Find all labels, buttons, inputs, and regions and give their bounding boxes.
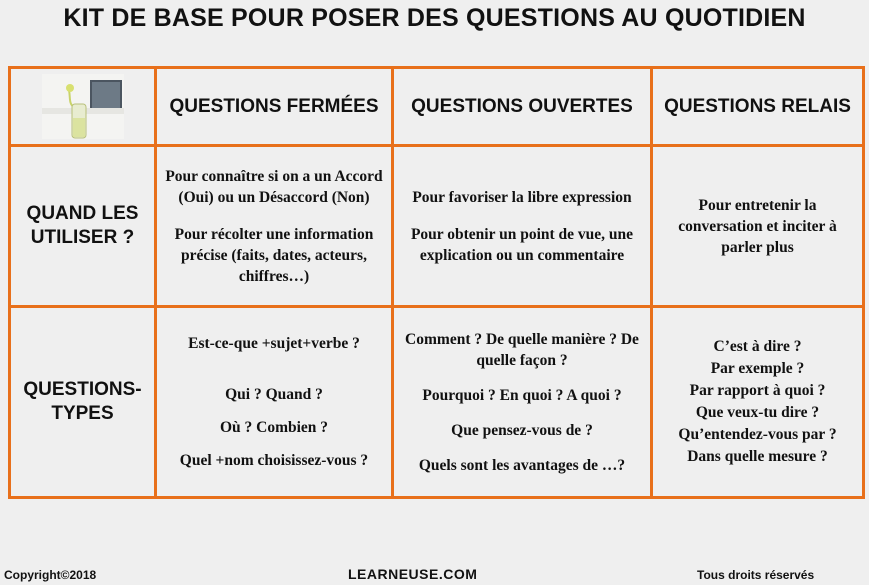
cell-text: Est-ce-que +sujet+verbe ?	[188, 335, 360, 352]
row-header-types-label: QUESTIONS-TYPES	[23, 379, 142, 424]
cell-types-relais	[652, 307, 864, 498]
cell-text: Que pensez-vous de ?	[451, 421, 593, 439]
cell-text: Qu’entendez-vous par ?	[678, 426, 837, 443]
cell-text: Comment ? De quelle manière ? De quelle façon ?	[405, 330, 639, 369]
desk-lamp-image	[42, 74, 124, 139]
cell-text: Pour favoriser la libre expression	[412, 188, 632, 206]
questions-table	[8, 66, 865, 499]
col-header-ouvertes: QUESTIONS OUVERTES	[393, 68, 652, 146]
cell-types-ouvertes	[393, 307, 652, 498]
cell-text: Pour obtenir un point de vue, une explication ou un commentaire	[410, 225, 634, 264]
row-quand	[10, 146, 864, 307]
row-header-types	[10, 307, 156, 498]
page-title: KIT DE BASE POUR POSER DES QUESTIONS AU QUOTIDIEN	[63, 4, 806, 32]
cell-text: Où ? Combien ?	[219, 419, 329, 436]
row-header-quand-label: QUAND LES UTILISER ?	[26, 203, 139, 248]
cell-types-fermees	[156, 307, 393, 498]
cell-quand-ouvertes	[393, 146, 652, 307]
cell-text: Dans quelle mesure ?	[687, 448, 828, 465]
row-header-quand	[10, 146, 156, 307]
footer-site: LEARNEUSE.COM	[348, 566, 478, 582]
col-header-relais: QUESTIONS RELAIS	[652, 68, 864, 146]
cell-text: Que veux-tu dire ?	[695, 404, 820, 421]
cell-text: Pour connaître si on a un Accord (Oui) ou un Désaccord (Non)	[165, 167, 383, 206]
cell-text: Quel +nom choisissez-vous ?	[179, 452, 369, 469]
cell-quand-fermees	[156, 146, 393, 307]
cell-text: Pourquoi ? En quoi ? A quoi ?	[422, 386, 622, 404]
cell-text: Par exemple ?	[710, 360, 805, 377]
row-questions-types	[10, 307, 864, 498]
col-header-fermees: QUESTIONS FERMÉES	[156, 68, 393, 146]
footer-rights: Tous droits réservés	[697, 568, 815, 582]
cell-text: Pour récolter une information précise (faits, dates, acteurs, chiffres…)	[174, 225, 374, 285]
corner-image-cell	[10, 68, 156, 146]
cell-text: Pour entretenir la conversation et inciter à parler plus	[678, 196, 837, 256]
footer-copyright: Copyright©2018	[4, 568, 97, 582]
cell-text: C’est à dire ?	[713, 338, 802, 355]
cell-text: Par rapport à quoi ?	[689, 382, 826, 399]
cell-text: Quels sont les avantages de …?	[418, 456, 626, 474]
cell-quand-relais	[652, 146, 864, 307]
cell-text: Qui ? Quand ?	[225, 386, 323, 403]
header-row	[10, 68, 864, 146]
